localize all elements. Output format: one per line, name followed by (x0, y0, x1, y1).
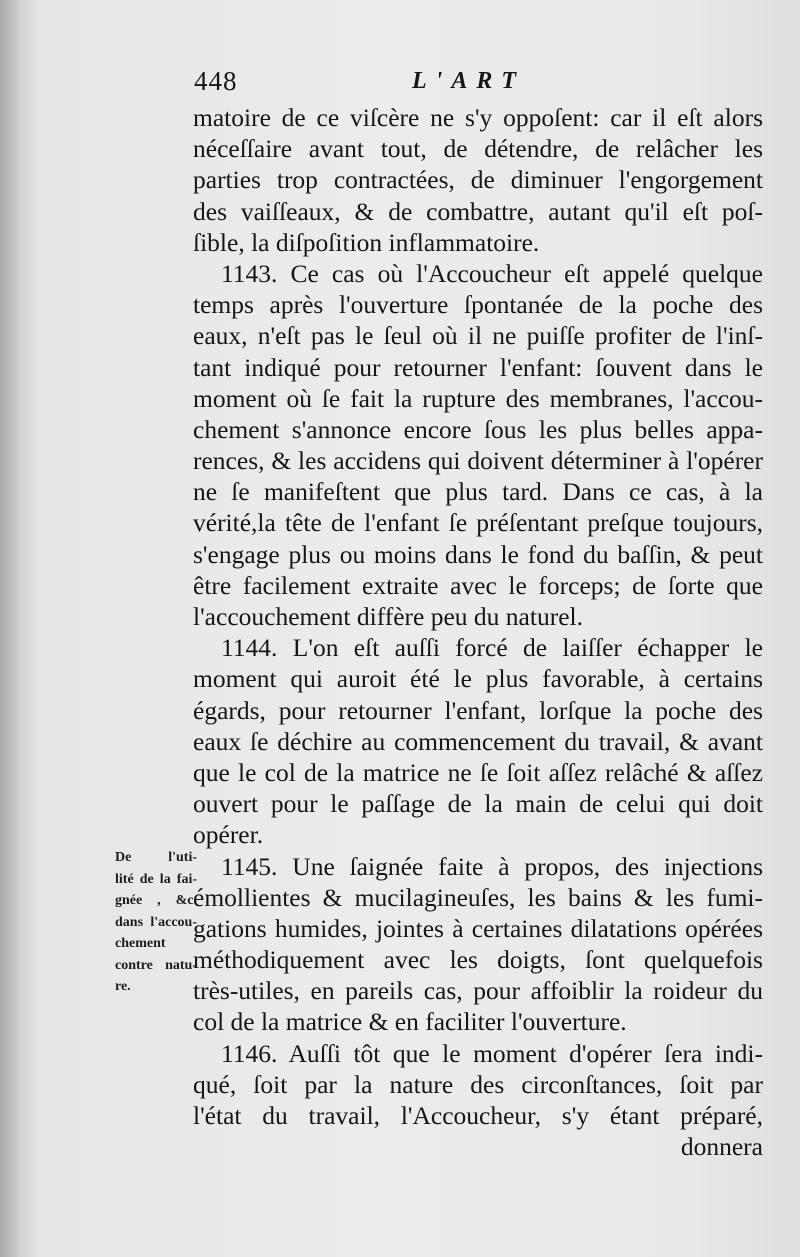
text-line: émollientes & mucilagineuſes, les bains & les fumi- (193, 882, 763, 912)
margin-note-line: contre natu- (115, 957, 197, 973)
text-line: tant indiqué pour retourner l'enfant: ſouvent dans le (193, 352, 763, 382)
text-line: gations humides, jointes à certaines dilatations opérées (193, 913, 763, 943)
running-head: L'ART (412, 68, 526, 94)
page-gutter-shadow (0, 0, 18, 1257)
text-line: parties trop contractées, de diminuer l'engorgement (193, 165, 763, 195)
margin-note-line: re. (115, 979, 131, 994)
text-line: ſible, la diſpoſition inflammatoire. (193, 227, 540, 257)
text-line: l'accouchement diffère peu du naturel. (193, 602, 583, 631)
text-line: l'état du travail, l'Accoucheur, s'y étant préparé, (193, 1101, 763, 1130)
margin-note-line: lité de la fai- (115, 871, 197, 887)
body-text (193, 102, 763, 1162)
paragraph-1144-start: 1144. L'on eſt auſſi forcé de laiſſer échapper le (221, 633, 763, 663)
text-line: rences, & les accidens qui doivent déterminer à l'opérer (193, 446, 763, 476)
margin-note-line: dans l'accou- (115, 914, 197, 930)
margin-note (115, 847, 197, 998)
text-line: s'engage plus ou moins dans le fond du baſſin, & peut (193, 539, 763, 569)
text-line: moment où ſe fait la rupture des membranes, l'accou- (193, 383, 763, 413)
text-line: vérité,la tête de l'enfant ſe préſentant preſque toujours, (193, 508, 763, 538)
text-line: eaux ſe déchire au commencement du travail, & avant (193, 726, 763, 756)
page-header (194, 66, 760, 106)
margin-note-line: chement (115, 936, 166, 951)
page-number: 448 (194, 66, 238, 96)
text-line: ouvert pour le paſſage de la main de celui qui doit (193, 789, 763, 819)
text-line: col de la matrice & en faciliter l'ouverture. (193, 1007, 627, 1037)
margin-note-line: gnée , &c. (115, 893, 197, 908)
text-line: égards, pour retourner l'enfant, lorſque la poche des (193, 695, 763, 725)
paragraph-1146-start: 1146. Auſſi tôt que le moment d'opérer ſera indi- (221, 1038, 763, 1068)
text-line: matoire de ce viſcère ne s'y oppoſent: car il eſt alors (193, 103, 763, 132)
text-line: des vaiſſeaux, & de combattre, autant qu'il eſt poſ- (193, 196, 763, 226)
text-line: être facilement extraite avec le forceps; de ſorte que (193, 570, 763, 600)
text-line: temps après l'ouverture ſpontanée de la poche des (193, 290, 763, 320)
text-line: que le col de la matrice ne ſe ſoit aſſez relâché & aſſez (193, 757, 763, 787)
text-line: chement s'annonce encore ſous les plus belles appa- (193, 414, 763, 444)
paragraph-1143-start: 1143. Ce cas où l'Accoucheur eſt appelé quelque (221, 258, 763, 288)
margin-note-line: De l'uti- (115, 850, 197, 865)
paragraph-1145-start: 1145. Une ſaignée faite à propos, des injections (221, 851, 763, 881)
text-line: ne ſe manifeſtent que plus tard. Dans ce cas, à la (193, 477, 763, 507)
text-line: eaux, n'eſt pas le ſeul où il ne puiſſe profiter de l'inſ- (193, 321, 763, 351)
text-line: moment qui auroit été le plus favorable, à certains (193, 664, 763, 694)
text-line: opérer. (193, 820, 264, 850)
text-line: néceſſaire avant tout, de détendre, de relâcher les (193, 134, 763, 164)
catchword: donnera (680, 1132, 763, 1162)
text-line: très-utiles, en pareils cas, pour affoiblir la roideur du (193, 976, 763, 1006)
text-line: qué, ſoit par la nature des circonſtances, ſoit par (193, 1069, 763, 1099)
text-line: méthodiquement avec les doigts, ſont quelquefois (193, 945, 763, 975)
